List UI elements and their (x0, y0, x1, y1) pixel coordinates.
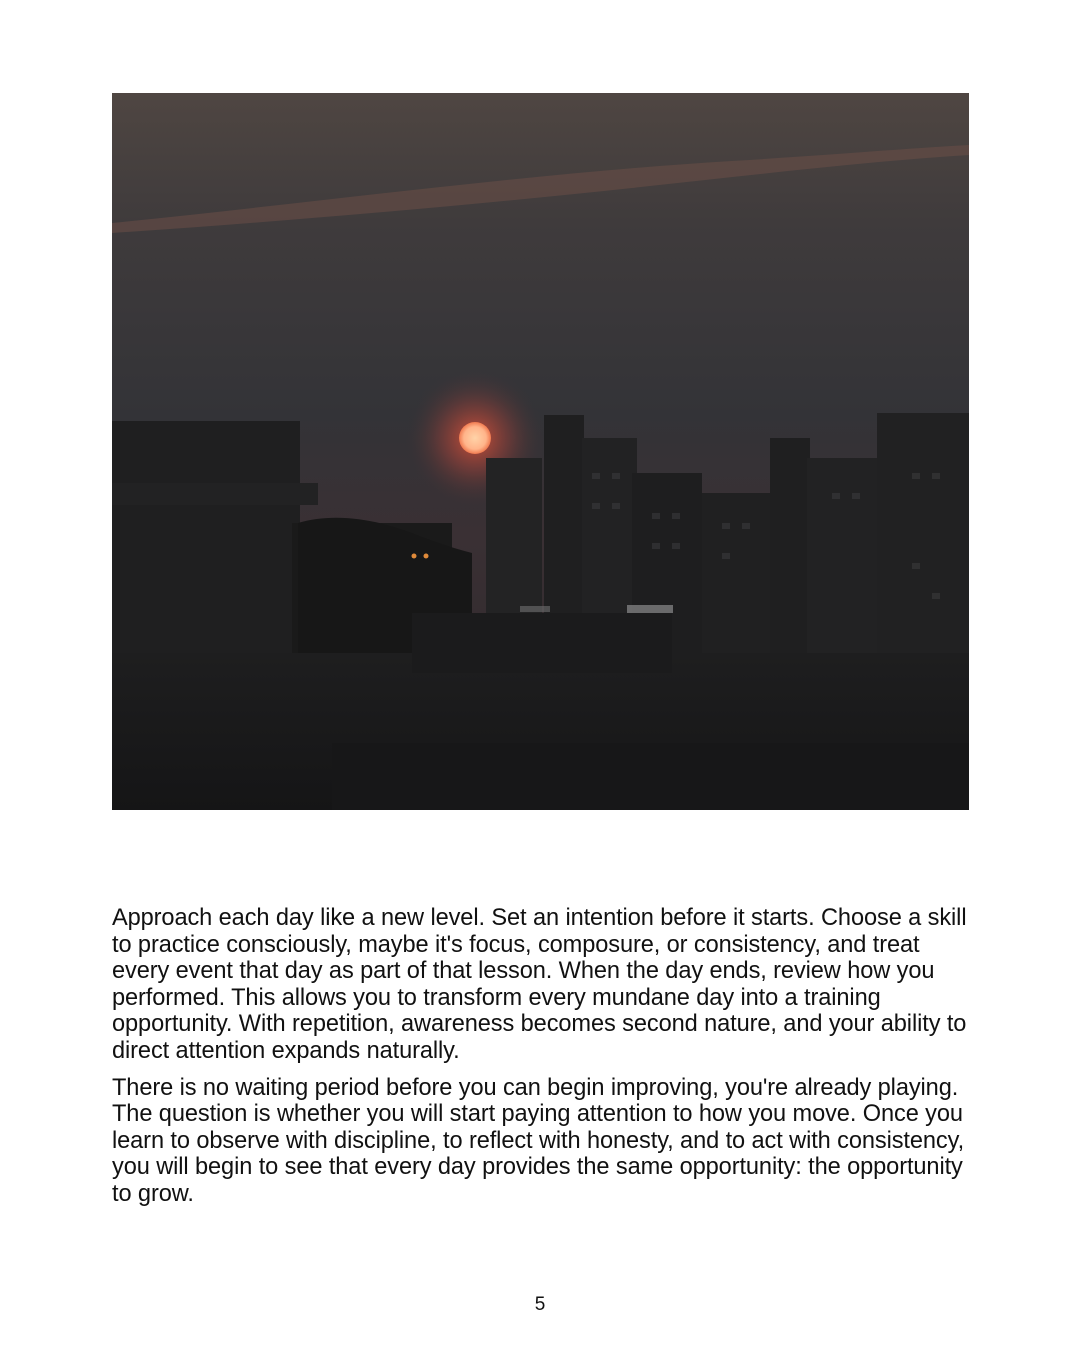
paragraph: Approach each day like a new level. Set an intention before it starts. Choose a skill to practice consciously, maybe it's focus, composure, or consistency, and treat every event that day as part of that lesson. When the day ends, review how you performed. This allows you to transform every mundane day into a training opportunity. With repetition, awareness becomes second nature, and your ability to direct attention expands naturally. (112, 905, 967, 1064)
sun (459, 422, 491, 454)
sunset-city-image (112, 93, 969, 810)
street-light (424, 554, 429, 559)
lit-window (627, 605, 673, 613)
page-number: 5 (534, 1294, 546, 1315)
paragraph: There is no waiting period before you can begin improving, you're already playing. The question is whether you will start paying attention to how you move. Once you learn to observe with discipline, to reflect with honesty, and to act with consistency, you will begin to see that every day provides the same opportunity: the opportunity to grow. (112, 1074, 965, 1207)
body-text (112, 905, 972, 1218)
street-light (412, 554, 417, 559)
lit-window (520, 606, 550, 612)
sunset-city-photo (112, 93, 969, 810)
